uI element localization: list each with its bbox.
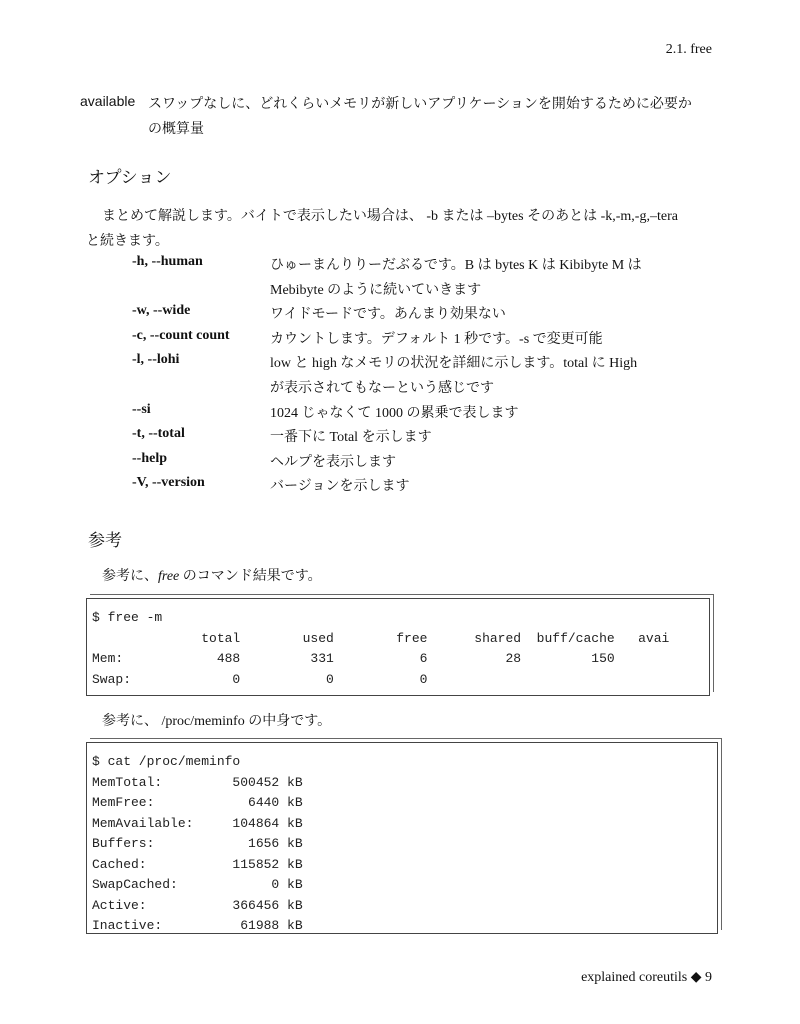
running-header: 2.1. free [665,42,712,57]
option-desc: ワイドモードです。あんまり効果ない [270,307,506,323]
options-intro-line2: と続きます。 [86,234,169,249]
option-desc: Mebibyte のように続いていきます [270,282,482,298]
command-name: free [158,569,180,584]
options-heading: オプション [88,168,172,188]
reference-heading: 参考 [88,531,122,551]
option-flag: -w, --wide [132,303,191,319]
definition-desc-line2: の概算量 [148,122,204,137]
free-output-codeblock [86,598,710,696]
meminfo-codeblock [86,742,718,934]
option-flag: -V, --version [132,475,205,491]
option-desc: カウントします。デフォルト 1 秒です。-s で変更可能 [270,331,603,347]
text-post: のコマンド結果です。 [179,569,322,584]
option-flag: -t, --total [132,426,185,442]
definition-term: available [80,93,136,109]
option-flag: --si [132,401,151,417]
text-pre: 参考に、 [102,569,158,584]
option-flag: --help [132,450,167,466]
options-intro-line1: まとめて解説します。バイトで表示したい場合は、 -b または –bytes そのあとは -k,-m,-g,–tera [102,209,678,224]
option-desc: ヘルプを表示します [270,454,396,470]
option-flag: -h, --human [132,254,203,269]
footer [581,969,712,986]
option-desc: ひゅーまんりりーだぶるです。B は bytes K は Kibibyte M は [270,258,642,273]
footer-title: explained coreutils [581,970,688,985]
option-desc: 1024 じゃなくて 1000 の累乗で表します [270,405,519,421]
option-flag: -l, --lohi [132,352,180,368]
diamond-icon: ◆ [690,970,702,985]
option-desc: 一番下に Total を示します [270,430,432,446]
definition-desc-line1: スワップなしに、どれくらいメモリが新しいアプリケーションを開始するために必要か [148,97,692,112]
option-desc: が表示されてもなーという感じです [270,381,494,396]
reference-text-1 [102,565,322,585]
page-number: 9 [705,970,712,985]
code-text: $ cat /proc/meminfo MemTotal: 500452 kB MemFree: 6440 kB MemAvailable: 104864 kB Buffers: 1656 kB Cached: 115852 kB SwapCached: 0 kB Active: 366456 kB Inactive: 61988 kB [92,754,303,933]
option-flag: -c, --count count [132,327,230,343]
reference-text-2: 参考に、 /proc/meminfo の中身です。 [102,714,332,729]
option-desc: バージョンを示します [270,479,410,495]
option-desc: low と high なメモリの状況を詳細に示します。total に High [270,356,638,372]
code-text: $ free -m total used free shared buff/cache avai Mem: 488 331 6 28 150 Swap: 0 0 0 [92,610,670,687]
